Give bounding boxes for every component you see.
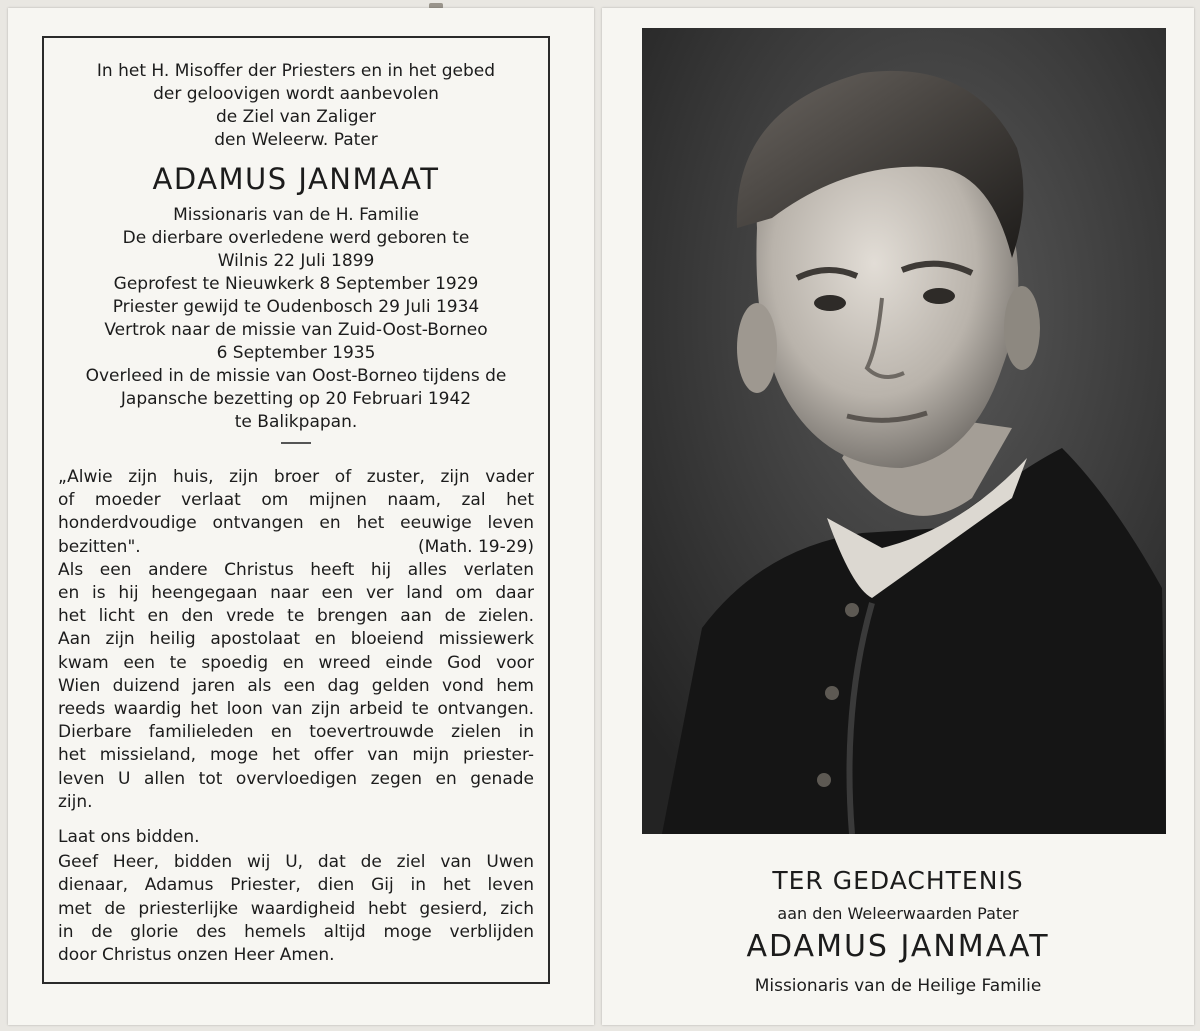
tribute-line: en is hij heengegaan naar een ver land om daar xyxy=(58,583,534,604)
biography-block xyxy=(58,204,534,434)
tribute-line: kwam een te spoedig en wreed einde God voor xyxy=(58,652,534,673)
prayer-title: Laat ons bidden. xyxy=(58,827,200,848)
prayer-line: dienaar, Adamus Priester, dien Gij in het leven xyxy=(58,875,534,896)
quote-line: „Alwie zijn huis, zijn broer of zuster, zijn vader xyxy=(58,467,534,487)
prayer-line: Geef Heer, bidden wij U, dat de ziel van Uwen xyxy=(58,852,534,873)
prayer-line: door Christus onzen Heer Amen. xyxy=(58,945,335,966)
bio-line: Overleed in de missie van Oost-Borneo tijdens de xyxy=(85,366,507,386)
bio-line: Japansche bezetting op 20 Februari 1942 xyxy=(120,389,472,409)
scripture-quote xyxy=(58,466,534,559)
deceased-name: ADAMUS JANMAAT xyxy=(152,162,440,196)
prayer-line: met de priesterlijke waardigheid hebt gesierd, zich xyxy=(58,898,534,919)
tribute-line: reeds waardig het loon van zijn arbeid te ontvangen. xyxy=(58,699,534,720)
bio-line: Vertrok naar de missie van Zuid-Oost-Borneo xyxy=(104,320,488,340)
memorial-card-text-page xyxy=(8,8,594,1025)
portrait-photo xyxy=(642,28,1166,834)
bio-line: Priester gewijd te Oudenbosch 29 Juli 1934 xyxy=(112,297,480,317)
tribute-line: zijn. xyxy=(58,791,93,812)
tribute-paragraph xyxy=(58,559,534,814)
intro-block xyxy=(58,60,534,152)
section-divider xyxy=(281,442,311,444)
intro-line: der geloovigen wordt aanbevolen xyxy=(153,84,439,104)
tribute-line: Wien duizend jaren als een dag gelden vond hem xyxy=(58,675,534,696)
bio-line: Geprofest te Nieuwkerk 8 September 1929 xyxy=(113,274,479,294)
quote-line: of moeder verlaat om mijnen naam, zal het xyxy=(58,490,534,511)
bio-line: De dierbare overledene werd geboren te xyxy=(122,228,470,248)
memorial-title: TER GEDACHTENIS xyxy=(772,866,1024,895)
quote-line: bezitten". xyxy=(58,536,141,557)
congregation-label: Missionaris van de Heilige Familie xyxy=(754,976,1042,996)
memorial-name: ADAMUS JANMAAT xyxy=(746,929,1050,964)
tribute-line: leven U allen tot overvloedigen zegen en genade xyxy=(58,768,534,789)
quote-line: honderdvoudige ontvangen en het eeuwige leven xyxy=(58,513,534,534)
scripture-reference: (Math. 19-29) xyxy=(418,536,534,557)
intro-line: In het H. Misoffer der Priesters en in het gebed xyxy=(96,61,496,81)
tribute-line: Als een andere Christus heeft hij alles verlaten xyxy=(58,559,534,580)
bio-line: Missionaris van de H. Familie xyxy=(173,205,419,225)
quote-ending-line xyxy=(58,536,534,559)
tribute-line: Dierbare familieleden en toevertrouwde zielen in xyxy=(58,722,534,743)
intro-line: den Weleerw. Pater xyxy=(214,130,378,150)
tribute-line: het missieland, moge het offer van mijn priester- xyxy=(58,745,534,766)
text-frame xyxy=(42,36,550,984)
prayer-line: in de glorie des hemels altijd moge verblijden xyxy=(58,921,534,942)
prayer-paragraph xyxy=(58,851,534,967)
bio-line: te Balikpapan. xyxy=(234,412,358,432)
tribute-line: Aan zijn heilig apostolaat en bloeiend missiewerk xyxy=(58,629,534,650)
bio-line: Wilnis 22 Juli 1899 xyxy=(217,251,375,271)
memorial-card-photo-page xyxy=(602,8,1194,1025)
bio-line: 6 September 1935 xyxy=(216,343,376,363)
memorial-subtitle: aan den Weleerwaarden Pater xyxy=(777,904,1019,923)
intro-line: de Ziel van Zaliger xyxy=(215,107,376,127)
tribute-line: het licht en den vrede te brengen aan de zielen. xyxy=(58,606,534,627)
portrait-illustration xyxy=(642,28,1166,834)
